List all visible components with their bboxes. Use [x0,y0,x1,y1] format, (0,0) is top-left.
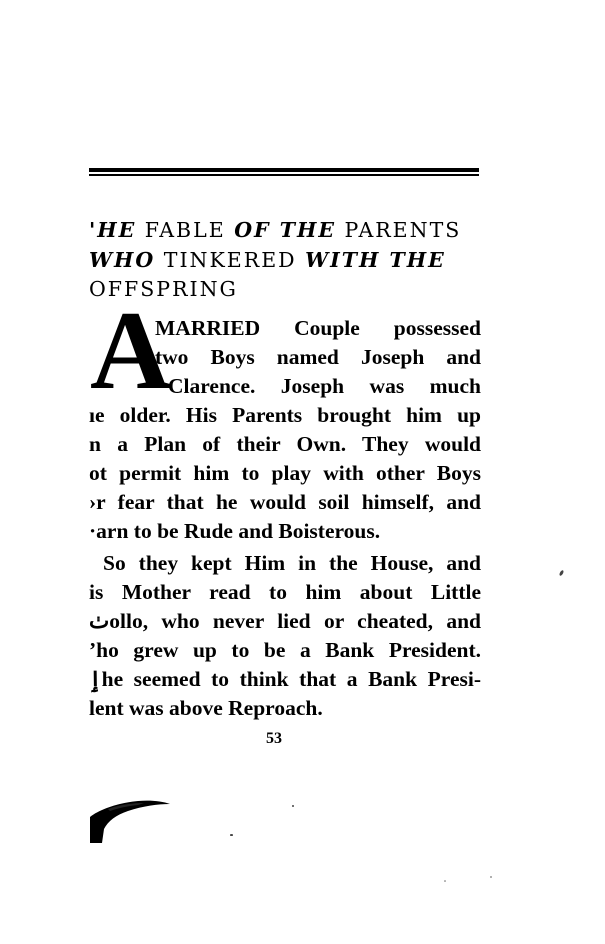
body-line: ʼho grew up to be a Bank President. [89,638,481,662]
body-line: ot permit him to play with other Boys [89,461,481,485]
body-line: is Mother read to him about Little [89,580,481,604]
body-line: ٺollo, who never lied or cheated, and [89,609,481,633]
title-line-2 [89,246,481,276]
header-rule-thin [89,174,479,176]
scan-speck [559,570,565,577]
title-line-2-seg-0: WHO [89,247,156,272]
title-line-1 [89,216,481,246]
title-line-1-seg-1: FABLE [136,218,235,242]
body-line: MARRIED Couple possessed [155,316,481,340]
body-line: ٳhe seemed to think that a Bank Presi- [89,667,481,691]
header-rule-thick [89,168,479,172]
body-line: ıe older. His Parents brought him up [89,403,481,427]
scan-smudge [88,795,178,847]
page-number: 53 [266,730,282,747]
scan-speck [444,880,446,882]
drop-cap-letter: A [90,289,171,413]
body-line: Clarence. Joseph was much [168,374,481,398]
body-line: n a Plan of their Own. They would [89,432,481,456]
scan-speck [490,876,492,878]
title-line-3-seg-0: OFFSPRING [89,277,238,301]
body-line: ›r fear that he would soil himself, and [89,490,481,514]
title-line-1-seg-3: PARENTS [336,218,462,242]
scan-speck [230,834,233,836]
title-line-2-seg-2: WITH THE [305,247,446,272]
title-line-1-seg-2: OF THE [234,218,337,242]
body-line: lent was above Reproach. [89,696,323,720]
title-line-2-seg-1: TINKERED [155,247,306,272]
scan-speck [292,805,294,807]
body-line: ·arn to be Rude and Boisterous. [89,519,381,543]
body-line: two Boys named Joseph and [155,345,481,369]
body-line: So they kept Him in the House, and [103,551,481,575]
title-line-1-seg-0: 'HE [89,218,137,242]
